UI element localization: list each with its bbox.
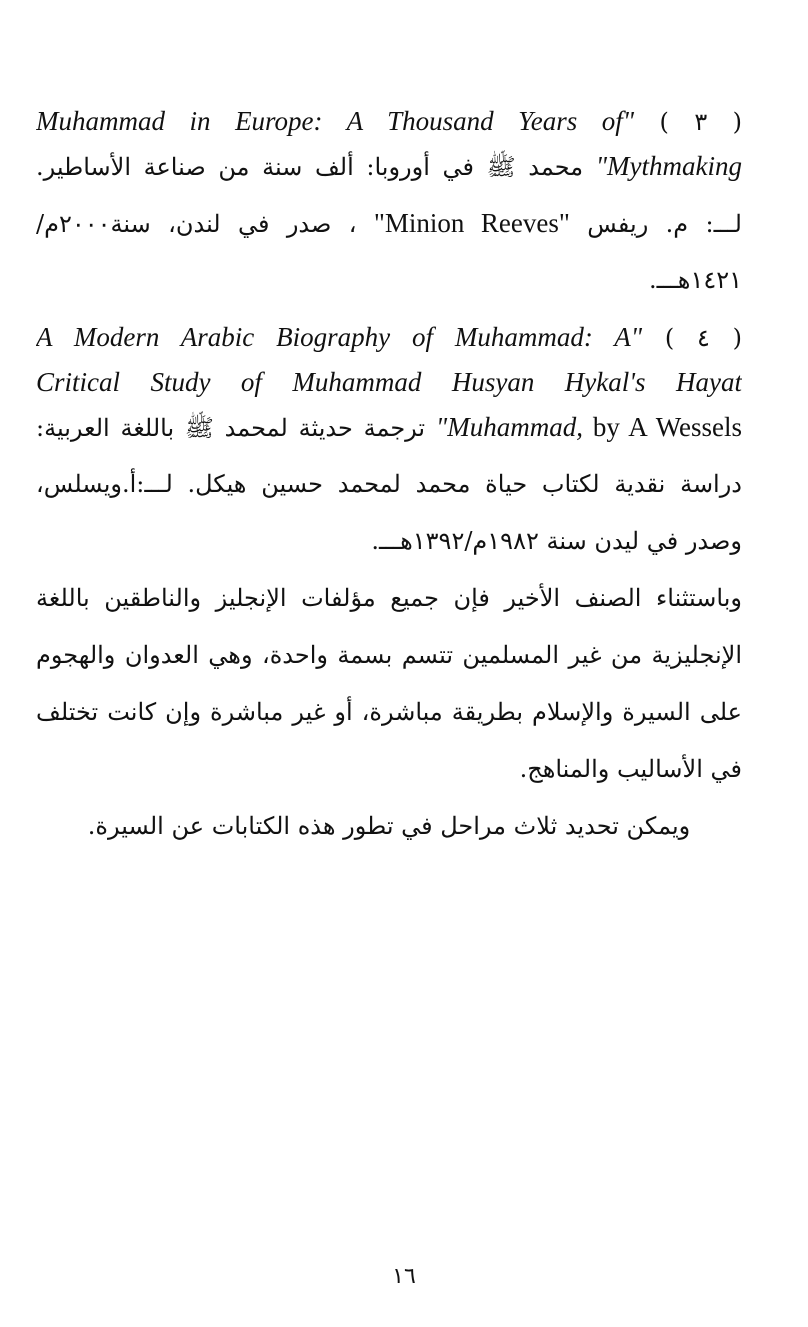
body-text: في الأساليب والمناهج. [519, 755, 742, 783]
footnote-4-arabic-title: ترجمة حديثة لمحمد ﷺ باللغة العربية: [36, 414, 426, 442]
footnote-4-line-3 [36, 411, 742, 468]
footnote-3-hijri-year: ١٤٢١هـــ. [649, 266, 742, 294]
footnote-4-line-2 [36, 366, 742, 411]
body-text: ويمكن تحديد ثلاث مراحل في تطور هذه الكتابات عن السيرة. [87, 812, 691, 840]
footnote-3-line-2 [36, 150, 742, 207]
body-text: وباستثناء الصنف الأخير فإن جميع مؤلفات الإنجليز والناطقين باللغة [36, 584, 742, 612]
footnote-3-author-name: "Minion Reeves" [373, 208, 570, 238]
body-paragraph-1-line-2 [36, 639, 742, 696]
page-number: ١٦ [392, 1264, 416, 1289]
body-paragraph-1-line-1 [36, 582, 742, 639]
body-text: على السيرة والإسلام بطريقة مباشرة، أو غير مباشرة وإن كانت تختلف [36, 698, 742, 726]
footnote-3-arabic-title: محمد ﷺ في أوروبا: ألف سنة من صناعة الأساطير. [36, 153, 584, 181]
page-content [36, 105, 742, 867]
footnote-4-line-4 [36, 468, 742, 525]
footnote-3-author-label: لـــ: م. ريفس [587, 210, 742, 238]
footnote-4-number: ( ٤ ) [664, 324, 742, 352]
footnote-4-title-italic: "Muhammad, [435, 412, 583, 442]
footnote-4-title-part-3 [436, 412, 742, 442]
footnote-4-line-5 [36, 525, 742, 582]
footnote-3-title-part-2: "Mythmaking [595, 151, 742, 181]
footnote-4-title-part-1: A Modern Arabic Biography of Muhammad: A" [36, 322, 643, 352]
footnote-3-title-part-1: Muhammad in Europe: A Thousand Years of" [36, 106, 635, 136]
body-text: الإنجليزية من غير المسلمين تتسم بسمة واحدة، وهي العدوان والهجوم [36, 641, 742, 669]
footnote-4-title-part-2: Critical Study of Muhammad Husyan Hykal's Hayat [36, 367, 742, 397]
footnote-4-line-1 [36, 321, 742, 366]
body-paragraph-1-line-4 [36, 753, 742, 810]
footnote-3-line-1 [36, 105, 742, 150]
body-paragraph-2-line-1 [36, 810, 742, 867]
footnote-4-arabic-description: دراسة نقدية لكتاب حياة محمد لمحمد حسين هيكل. لـــ:أ.ويسلس، [36, 470, 742, 498]
footnote-3-publication: ، صدر في لندن، سنة٢٠٠٠م/ [36, 210, 357, 238]
footnote-3-number: ( ٣ ) [659, 108, 742, 136]
body-paragraph-1-line-3 [36, 696, 742, 753]
footnote-3-line-3 [36, 207, 742, 264]
footnote-3-line-4 [36, 264, 742, 321]
footnote-4-author: by A Wessels [592, 412, 742, 442]
footnote-4-publication: وصدر في ليدن سنة ١٩٨٢م/١٣٩٢هـــ. [371, 527, 742, 555]
